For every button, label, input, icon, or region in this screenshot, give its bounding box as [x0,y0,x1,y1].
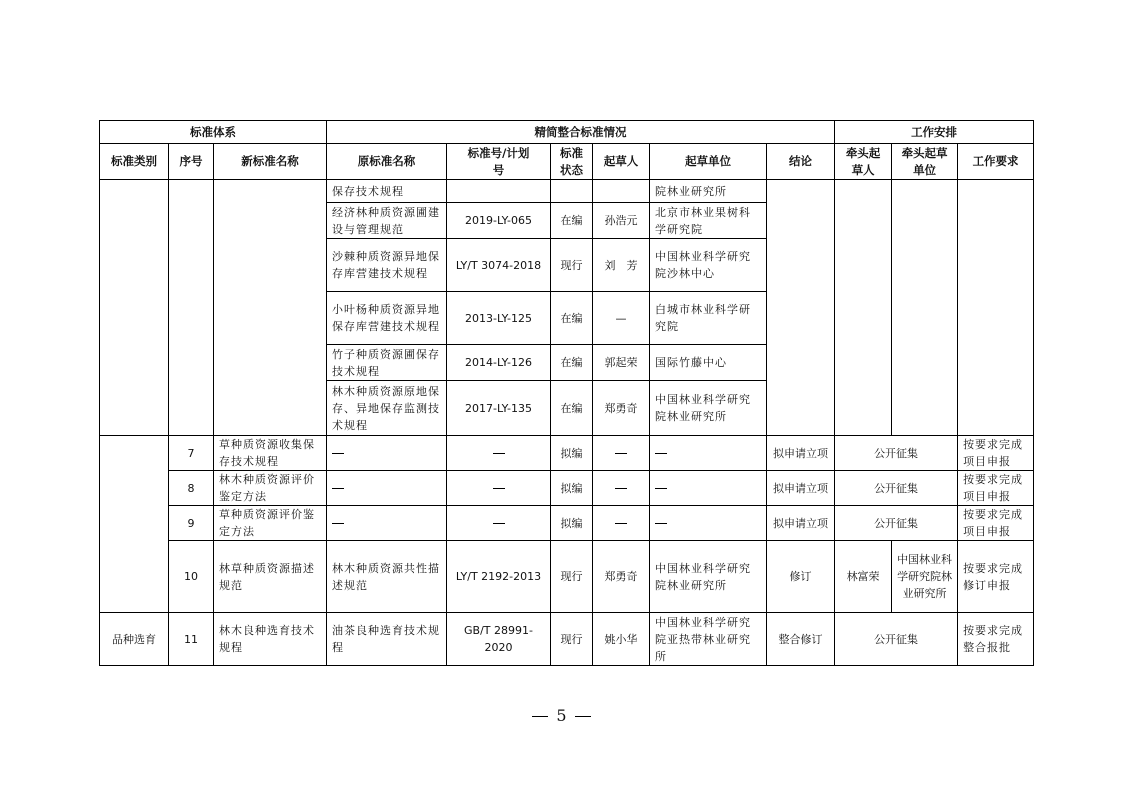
col-lead-unit [892,144,958,180]
no-cell: 9 [169,506,214,541]
col-status [551,144,593,180]
no-cell: 8 [169,471,214,506]
code-cell: 2014-LY-126 [447,345,551,381]
col-code [447,144,551,180]
drafter-cell: 刘 芳 [593,239,650,292]
col-conclusion: 结论 [767,144,835,180]
status-cell: 现行 [551,239,593,292]
requirement-cell: 按要求完成项目申报 [958,506,1034,541]
category-cell: 品种选育 [100,613,169,666]
drafter-cell [593,180,650,203]
table-row [100,541,1034,613]
col-code-text: 标准号/计划号 [467,145,530,177]
orig-name-cell: 林木种质资源原地保存、异地保存监测技术规程 [327,381,447,436]
orig-name-cell: 沙棘种质资源异地保存库营建技术规程 [327,239,447,292]
dash-mark [332,488,344,489]
code-cell [447,471,551,506]
lead-cell: 公开征集 [835,436,958,471]
lead-cell: 公开征集 [835,471,958,506]
page-number: 5 [556,706,567,725]
dash-mark [493,453,505,454]
unit-cell [650,506,767,541]
drafter-cell: 郑勇奇 [593,381,650,436]
code-cell [447,436,551,471]
unit-cell: 白城市林业科学研究院 [650,292,767,345]
code-cell: LY/T 2192-2013 [447,541,551,613]
header-group-system: 标准体系 [100,121,327,144]
dash-mark [655,488,667,489]
new-name-cell: 林草种质资源描述规范 [214,541,327,613]
new-name-cell: 草种质资源收集保存技术规程 [214,436,327,471]
drafter-cell: 郑勇奇 [593,541,650,613]
orig-name-cell: 经济林种质资源圃建设与管理规范 [327,203,447,239]
new-name-cell: 林木良种选育技术规程 [214,613,327,666]
lead-cell: 公开征集 [835,613,958,666]
col-requirement: 工作要求 [958,144,1034,180]
orig-name-cell: 小叶杨种质资源异地保存库营建技术规程 [327,292,447,345]
col-orig-name: 原标准名称 [327,144,447,180]
col-new-name: 新标准名称 [214,144,327,180]
drafter-cell [593,471,650,506]
new-name-cell: 林木种质资源评价鉴定方法 [214,471,327,506]
code-cell: GB/T 28991-2020 [447,613,551,666]
conclusion-cell: 整合修订 [767,613,835,666]
unit-cell: 中国林业科学研究院林业研究所 [650,541,767,613]
drafter-cell: 郭起荣 [593,345,650,381]
lead-person-cell [835,180,892,436]
orig-name-cell: 保存技术规程 [327,180,447,203]
col-no: 序号 [169,144,214,180]
dash-mark [575,716,591,717]
lead-cell: 公开征集 [835,506,958,541]
status-cell [551,180,593,203]
orig-name-cell [327,436,447,471]
standards-table [99,120,1034,666]
col-lead-person-text: 牵头起草人 [845,145,881,177]
requirement-cell: 按要求完成修订申报 [958,541,1034,613]
requirement-cell: 按要求完成项目申报 [958,471,1034,506]
col-status-text: 标准状态 [560,145,583,177]
dash-mark [493,488,505,489]
requirement-cell [958,180,1034,436]
table-row [100,506,1034,541]
code-cell [447,506,551,541]
dash-mark [615,488,627,489]
status-cell: 现行 [551,613,593,666]
conclusion-cell: 拟申请立项 [767,436,835,471]
category-cell [100,180,169,436]
unit-cell: 中国林业科学研究院林业研究所 [650,381,767,436]
status-cell: 现行 [551,541,593,613]
table-row [100,436,1034,471]
unit-cell [650,436,767,471]
unit-cell: 北京市林业果树科学研究院 [650,203,767,239]
header-group-arrangement: 工作安排 [835,121,1034,144]
status-cell: 拟编 [551,436,593,471]
dash-mark [655,523,667,524]
col-unit: 起草单位 [650,144,767,180]
conclusion-cell: 修订 [767,541,835,613]
no-cell: 7 [169,436,214,471]
header-group-consolidation: 精简整合标准情况 [327,121,835,144]
header-group-row [100,121,1034,144]
lead-unit-cell [892,180,958,436]
col-drafter: 起草人 [593,144,650,180]
drafter-cell: — [593,292,650,345]
lead-person-cell: 林富荣 [835,541,892,613]
conclusion-cell: 拟申请立项 [767,471,835,506]
new-name-cell: 草种质资源评价鉴定方法 [214,506,327,541]
status-cell: 在编 [551,292,593,345]
orig-name-cell [327,471,447,506]
col-category: 标准类别 [100,144,169,180]
status-cell: 拟编 [551,506,593,541]
unit-cell: 中国林业科学研究院沙林中心 [650,239,767,292]
drafter-cell [593,436,650,471]
conclusion-cell: 拟申请立项 [767,506,835,541]
table-row [100,180,1034,203]
orig-name-cell: 竹子种质资源圃保存技术规程 [327,345,447,381]
drafter-cell: 姚小华 [593,613,650,666]
category-cell [100,436,169,613]
no-cell: 11 [169,613,214,666]
table-row [100,613,1034,666]
status-cell: 在编 [551,345,593,381]
code-cell: 2017-LY-135 [447,381,551,436]
no-cell [169,180,214,436]
table-row [100,471,1034,506]
col-lead-unit-text: 牵头起草单位 [901,145,948,177]
dash-mark [332,453,344,454]
drafter-cell: 孙浩元 [593,203,650,239]
unit-cell [650,471,767,506]
col-lead-person [835,144,892,180]
code-cell: 2013-LY-125 [447,292,551,345]
dash-mark [332,523,344,524]
unit-cell: 院林业研究所 [650,180,767,203]
orig-name-cell [327,506,447,541]
requirement-cell: 按要求完成项目申报 [958,436,1034,471]
requirement-cell: 按要求完成整合报批 [958,613,1034,666]
code-cell [447,180,551,203]
no-cell: 10 [169,541,214,613]
unit-cell: 中国林业科学研究院亚热带林业研究所 [650,613,767,666]
drafter-cell [593,506,650,541]
lead-unit-cell: 中国林业科学研究院林业研究所 [892,541,958,613]
header-col-row [100,144,1034,180]
conclusion-cell [767,180,835,436]
unit-cell: 国际竹藤中心 [650,345,767,381]
status-cell: 拟编 [551,471,593,506]
dash-mark [615,453,627,454]
code-cell: LY/T 3074-2018 [447,239,551,292]
code-cell: 2019-LY-065 [447,203,551,239]
status-cell: 在编 [551,381,593,436]
dash-mark [655,453,667,454]
orig-name-cell: 油茶良种选育技术规程 [327,613,447,666]
new-name-cell [214,180,327,436]
status-cell: 在编 [551,203,593,239]
orig-name-cell: 林木种质资源共性描述规范 [327,541,447,613]
dash-mark [532,716,548,717]
dash-mark [493,523,505,524]
dash-mark [615,523,627,524]
page-footer [0,706,1123,725]
